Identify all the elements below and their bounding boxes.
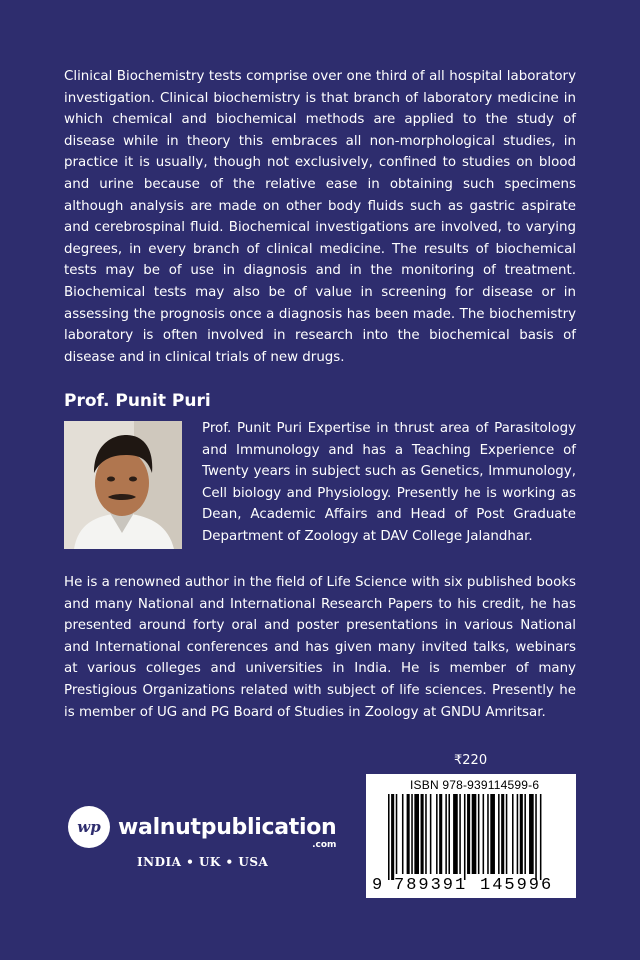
barcode-bar: [501, 794, 504, 874]
barcode-digit-lead: 9: [372, 876, 383, 895]
barcode-bar: [388, 794, 390, 880]
barcode-bar: [487, 794, 489, 874]
barcode-bar: [483, 794, 485, 874]
isbn-number: ISBN 978-939114599-6: [410, 778, 540, 792]
author-portrait-image: [64, 421, 182, 549]
barcode-bar: [453, 794, 458, 874]
barcode-bar: [524, 794, 526, 874]
barcode-bar: [407, 794, 410, 874]
author-photo: [64, 421, 182, 549]
barcode-bar: [512, 794, 514, 874]
barcode-bar: [490, 794, 495, 874]
barcode-bar: [506, 794, 508, 874]
barcode-bar: [414, 794, 419, 874]
barcode-bar: [430, 794, 432, 874]
barcode-bar: [535, 794, 537, 880]
barcode-bar: [529, 794, 534, 874]
publisher-logo-mark: wp: [68, 806, 110, 848]
barcode-bar: [478, 794, 480, 874]
barcode-bar: [396, 794, 398, 874]
barcode-bar: [459, 794, 461, 874]
barcode-bar: [467, 794, 470, 874]
barcode-bar: [472, 794, 477, 874]
author-bio-continued: He is a renowned author in the field of Life Science with six published books and many National and International Research Papers to his credit, he has presented around forty oral and poster presentations in various National and International conferences and has given many invited talks, webinars at various colleges and universities in India. He is member of many Prestigious Organizations related with subject of life sciences. Presently he is member of UG and PG Board of Studies in Zoology at GNDU Amritsar.: [64, 575, 576, 720]
barcode-bar: [421, 794, 424, 874]
barcode-bar: [391, 794, 394, 880]
barcode-bar: [540, 794, 542, 880]
publisher-logo: [68, 806, 336, 848]
barcode-bar: [411, 794, 413, 874]
barcode-bar: [448, 794, 450, 874]
isbn-barcode: [366, 774, 576, 898]
publisher-domain-suffix: .com: [312, 839, 337, 850]
barcode-bar: [436, 794, 438, 874]
publisher-regions: INDIA • UK • USA: [137, 855, 269, 869]
barcode-bar: [517, 794, 519, 874]
barcode-digit-group-right: 145996: [480, 876, 554, 895]
back-cover-blurb: Clinical Biochemistry tests comprise over one third of all hospital laboratory investigation. Clinical biochemistry is that branch of laboratory medicine in which chemical and biochemical methods are applied to the study of disease while in theory this embraces all non-morphological studies, in practice it is usually, though not exclusively, confined to studies on blood and urine because of the relative ease in obtaining such specimens although analysis are made on other body fluids such as gastric aspirate and cerebrospinal fluid. Biochemical investigations are involved, to varying degrees, in every branch of clinical medicine. The results of biochemical tests may be of use in diagnosis and in the monitoring of treatment. Biochemical tests may also be of value in screening for disease or in assessing the prognosis once a diagnosis has been made. The biochemistry laboratory is often involved in research into the biochemical basis of disease and in clinical trials of new drugs.: [64, 69, 576, 365]
barcode-bar: [445, 794, 447, 874]
author-bio-intro: Prof. Punit Puri Expertise in thrust area of Parasitology and Immunology and has a Teaching Experience of Twenty years in subject such as Genetics, Immunology, Cell biology and Physiology. Presently he is working as Dean, Academic Affairs and Head of Post Graduate Department of Zoology at DAV College Jalandhar.: [202, 421, 576, 544]
barcode-digit-group-left: 789391: [394, 876, 468, 895]
barcode-bar: [425, 794, 427, 874]
publisher-name: walnutpublication: [118, 814, 337, 840]
barcode-bar: [402, 794, 404, 874]
barcode-bar: [439, 794, 442, 874]
barcode-bar: [498, 794, 500, 874]
barcode-bar: [520, 794, 523, 874]
price-label: ₹220: [454, 753, 488, 768]
barcode-bar: [464, 794, 466, 880]
author-name: Prof. Punit Puri: [64, 391, 211, 411]
